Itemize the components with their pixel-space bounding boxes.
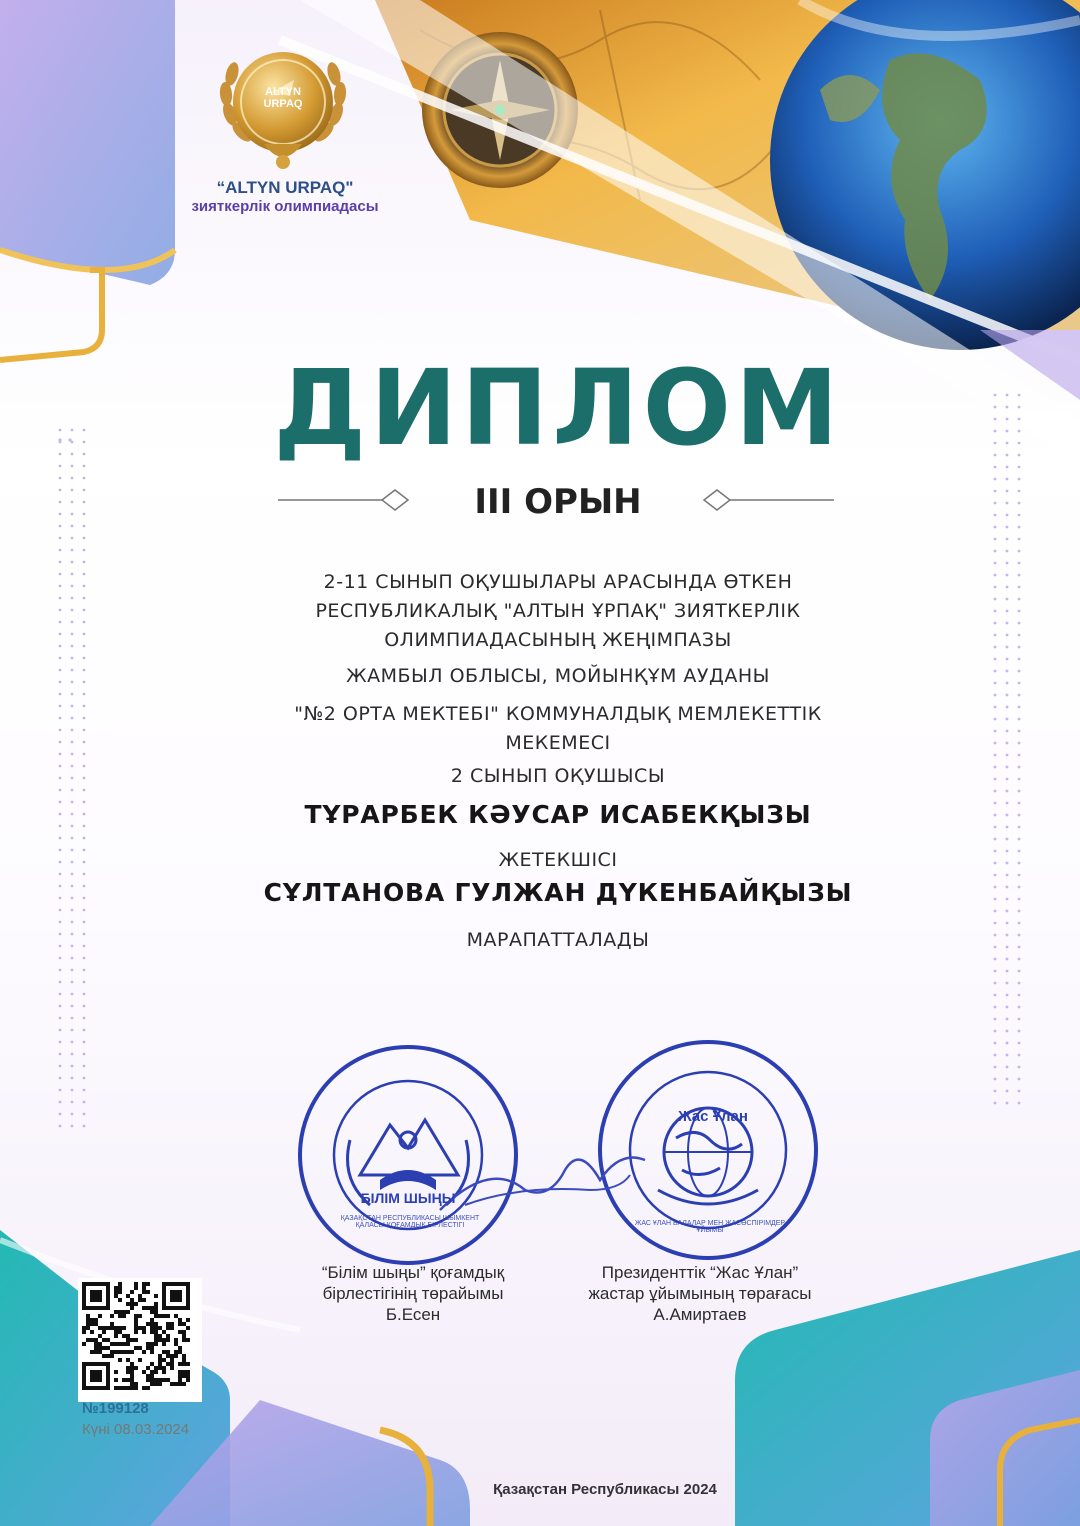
- right-signature-line-1: Президенттік “Жас Ұлан”: [601, 1263, 799, 1282]
- qr-code[interactable]: [78, 1278, 202, 1402]
- right-stamp-center-text: Жас Ұлан: [678, 1108, 748, 1125]
- diploma-title: ДИПЛОМ: [273, 347, 843, 469]
- student-name: ТҰРАРБЕК КӘУСАР ИСАБЕКҚЫЗЫ: [304, 800, 812, 829]
- left-signature-caption: [278, 1262, 548, 1325]
- left-signature-line-2: бірлестігінің төрайымы: [322, 1284, 504, 1303]
- logo-emblem-top: ALTYN: [265, 86, 301, 98]
- school-line-2: МЕКЕМЕСІ: [505, 732, 611, 754]
- left-signature-line-3: Б.Есен: [385, 1305, 441, 1324]
- description-line-2: РЕСПУБЛИКАЛЫҚ "АЛТЫН ҰРПАҚ" ЗИЯТКЕРЛІК: [315, 600, 801, 622]
- right-signature-caption: [560, 1262, 840, 1325]
- left-stamp-center-text: БІЛІМ ШЫҢЫ: [360, 1190, 456, 1206]
- school-block: [180, 700, 936, 758]
- issue-date: Күні 08.03.2024: [82, 1421, 190, 1438]
- description-line-3: ОЛИМПИАДАСЫНЫҢ ЖЕҢІМПАЗЫ: [384, 629, 732, 651]
- logo-emblem-bottom: URPAQ: [263, 98, 303, 110]
- description-block: [180, 568, 936, 655]
- diploma-number: №199128: [82, 1400, 149, 1417]
- left-signature-line-1: “Білім шыңы” қоғамдық: [321, 1263, 505, 1282]
- country-year: Қазақстан Республикасы 2024: [493, 1481, 717, 1498]
- right-signature-line-3: А.Амиртаев: [653, 1305, 747, 1324]
- region-line: ЖАМБЫЛ ОБЛЫСЫ, МОЙЫНҚҰМ АУДАНЫ: [346, 665, 770, 687]
- award-word: МАРАПАТТАЛАДЫ: [466, 929, 650, 951]
- grade-line: 2 СЫНЫП ОҚУШЫСЫ: [450, 765, 666, 787]
- supervisor-label: ЖЕТЕКШІСІ: [498, 849, 618, 871]
- description-line-1: 2-11 СЫНЫП ОҚУШЫЛАРЫ АРАСЫНДА ӨТКЕН: [323, 571, 793, 593]
- right-signature-line-2: жастар ұйымының төрағасы: [588, 1284, 812, 1303]
- supervisor-name: СҰЛТАНОВА ГУЛЖАН ДҮКЕНБАЙҚЫЗЫ: [263, 878, 853, 907]
- place-label: III ОРЫН: [474, 482, 642, 522]
- logo-subtitle: зияткерлік олимпиадасы: [191, 198, 379, 215]
- logo-emblem-text: [212, 86, 354, 110]
- school-line-1: "№2 ОРТА МЕКТЕБІ" КОММУНАЛДЫҚ МЕМЛЕКЕТТІК: [294, 703, 822, 725]
- logo-brand: “ALTYN URPAQ": [216, 178, 354, 197]
- right-stamp-ring-text: ЖАС ҰЛАН БАЛАЛАР МЕН ЖАСӨСПІРІМДЕР ҰЙЫМЫ: [634, 1220, 786, 1234]
- left-stamp-ring-text: ҚАЗАҚСТАН РЕСПУБЛИКАСЫ ШЫМКЕНТ ҚАЛАСЫ ҚОҒАМДЫҚ БІРЛЕСТІГІ: [340, 1215, 480, 1229]
